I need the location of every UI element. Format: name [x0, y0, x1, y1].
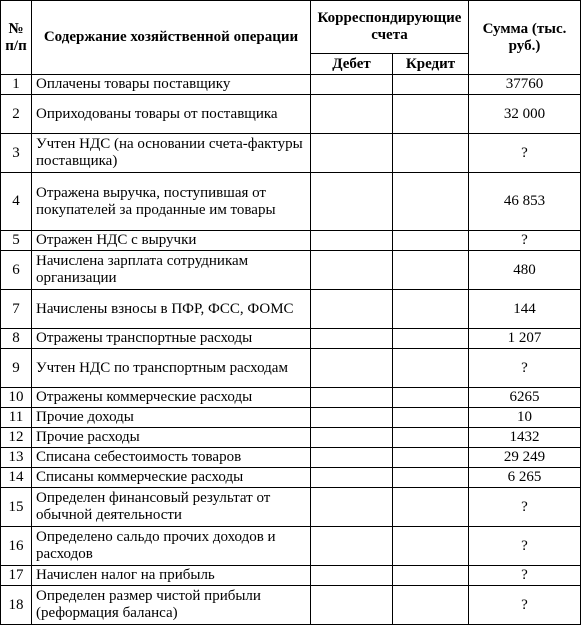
- credit-cell: [393, 527, 469, 566]
- credit-cell: [393, 448, 469, 468]
- table-row: [1, 251, 581, 290]
- amount-cell: ?: [469, 488, 581, 527]
- header-content: Содержание хозяйственной операции: [32, 1, 311, 75]
- table-row: [1, 566, 581, 586]
- amount-cell: 29 249: [469, 448, 581, 468]
- table-row: [1, 527, 581, 566]
- amount-cell: 32 000: [469, 95, 581, 134]
- credit-cell: [393, 329, 469, 349]
- operation-description: Отражен НДС с выручки: [32, 231, 311, 251]
- operation-description: Отражены транспортные расходы: [32, 329, 311, 349]
- debit-cell: [311, 173, 393, 231]
- table-header: [1, 1, 581, 75]
- operation-description: Определен размер чистой прибыли (реформация баланса): [32, 586, 311, 625]
- table-row: [1, 329, 581, 349]
- amount-cell: 144: [469, 290, 581, 329]
- header-credit: Кредит: [393, 54, 469, 75]
- credit-cell: [393, 251, 469, 290]
- credit-cell: [393, 388, 469, 408]
- row-number: 15: [1, 488, 32, 527]
- operation-description: Оплачены товары поставщику: [32, 75, 311, 95]
- row-number: 18: [1, 586, 32, 625]
- debit-cell: [311, 388, 393, 408]
- row-number: 13: [1, 448, 32, 468]
- row-number: 11: [1, 408, 32, 428]
- amount-cell: 10: [469, 408, 581, 428]
- row-number: 5: [1, 231, 32, 251]
- credit-cell: [393, 488, 469, 527]
- row-number: 2: [1, 95, 32, 134]
- row-number: 7: [1, 290, 32, 329]
- amount-cell: ?: [469, 134, 581, 173]
- credit-cell: [393, 95, 469, 134]
- row-number: 3: [1, 134, 32, 173]
- table-row: [1, 231, 581, 251]
- credit-cell: [393, 586, 469, 625]
- operation-description: Списана себестоимость товаров: [32, 448, 311, 468]
- debit-cell: [311, 251, 393, 290]
- amount-cell: ?: [469, 566, 581, 586]
- table-row: [1, 408, 581, 428]
- debit-cell: [311, 231, 393, 251]
- header-debit: Дебет: [311, 54, 393, 75]
- table-row: [1, 586, 581, 625]
- debit-cell: [311, 586, 393, 625]
- table-row: [1, 134, 581, 173]
- debit-cell: [311, 329, 393, 349]
- debit-cell: [311, 527, 393, 566]
- table-row: [1, 173, 581, 231]
- debit-cell: [311, 95, 393, 134]
- credit-cell: [393, 566, 469, 586]
- operation-description: Прочие расходы: [32, 428, 311, 448]
- amount-cell: 46 853: [469, 173, 581, 231]
- amount-cell: 37760: [469, 75, 581, 95]
- table-row: [1, 349, 581, 388]
- amount-cell: ?: [469, 527, 581, 566]
- row-number: 16: [1, 527, 32, 566]
- operation-description: Отражены коммерческие расходы: [32, 388, 311, 408]
- credit-cell: [393, 231, 469, 251]
- row-number: 4: [1, 173, 32, 231]
- credit-cell: [393, 468, 469, 488]
- credit-cell: [393, 134, 469, 173]
- row-number: 14: [1, 468, 32, 488]
- debit-cell: [311, 566, 393, 586]
- amount-cell: ?: [469, 586, 581, 625]
- operation-description: Начислена зарплата сотрудникам организации: [32, 251, 311, 290]
- operation-description: Прочие доходы: [32, 408, 311, 428]
- debit-cell: [311, 134, 393, 173]
- amount-cell: 1 207: [469, 329, 581, 349]
- operation-description: Начислены взносы в ПФР, ФСС, ФОМС: [32, 290, 311, 329]
- table-row: [1, 448, 581, 468]
- debit-cell: [311, 448, 393, 468]
- credit-cell: [393, 408, 469, 428]
- amount-cell: ?: [469, 349, 581, 388]
- debit-cell: [311, 428, 393, 448]
- credit-cell: [393, 75, 469, 95]
- table-row: [1, 95, 581, 134]
- table-row: [1, 468, 581, 488]
- row-number: 1: [1, 75, 32, 95]
- amount-cell: 6265: [469, 388, 581, 408]
- credit-cell: [393, 290, 469, 329]
- operation-description: Определено сальдо прочих доходов и расходов: [32, 527, 311, 566]
- credit-cell: [393, 349, 469, 388]
- amount-cell: 6 265: [469, 468, 581, 488]
- debit-cell: [311, 468, 393, 488]
- debit-cell: [311, 349, 393, 388]
- debit-cell: [311, 75, 393, 95]
- header-amount: Сумма (тыс. руб.): [469, 1, 581, 75]
- debit-cell: [311, 488, 393, 527]
- credit-cell: [393, 428, 469, 448]
- row-number: 8: [1, 329, 32, 349]
- operation-description: Учтен НДС по транспортным расходам: [32, 349, 311, 388]
- row-number: 12: [1, 428, 32, 448]
- row-number: 6: [1, 251, 32, 290]
- amount-cell: 1432: [469, 428, 581, 448]
- operation-description: Отражена выручка, поступившая от покупателей за проданные им товары: [32, 173, 311, 231]
- table-row: [1, 388, 581, 408]
- operation-description: Списаны коммерческие расходы: [32, 468, 311, 488]
- table-row: [1, 290, 581, 329]
- credit-cell: [393, 173, 469, 231]
- row-number: 10: [1, 388, 32, 408]
- operation-description: Оприходованы товары от поставщика: [32, 95, 311, 134]
- amount-cell: ?: [469, 231, 581, 251]
- operation-description: Учтен НДС (на основании счета-фактуры поставщика): [32, 134, 311, 173]
- amount-cell: 480: [469, 251, 581, 290]
- row-number: 17: [1, 566, 32, 586]
- table-row: [1, 428, 581, 448]
- row-number: 9: [1, 349, 32, 388]
- debit-cell: [311, 290, 393, 329]
- header-correspondence: Корреспондирующие счета: [311, 1, 469, 54]
- table-row: [1, 488, 581, 527]
- header-number: № п/п: [1, 1, 32, 75]
- table-row: [1, 75, 581, 95]
- operation-description: Определен финансовый результат от обычной деятельности: [32, 488, 311, 527]
- debit-cell: [311, 408, 393, 428]
- operation-description: Начислен налог на прибыль: [32, 566, 311, 586]
- table-body: [1, 75, 581, 625]
